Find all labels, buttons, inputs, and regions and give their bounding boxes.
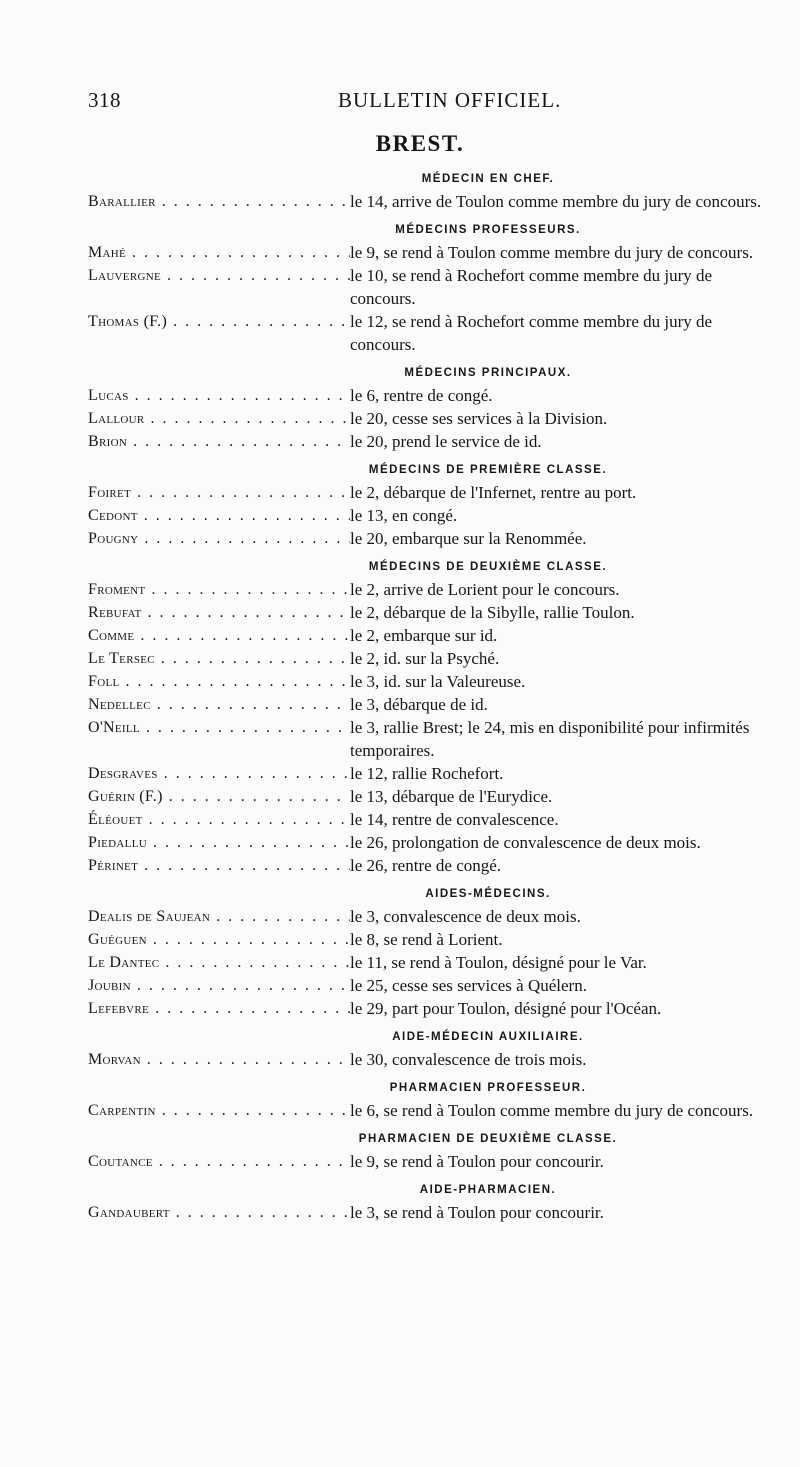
entry-row	[88, 785, 788, 808]
section	[88, 219, 788, 356]
entry-text: le 20, prend le service de id.	[350, 432, 542, 451]
entry-row	[88, 905, 788, 928]
entry-text: le 13, en congé.	[350, 506, 458, 525]
entries-list	[88, 168, 788, 1224]
entry-text: le 29, part pour Toulon, désigné pour l'Océan.	[350, 999, 662, 1018]
section	[88, 168, 788, 213]
person-name: Guéguen . . .	[88, 928, 350, 951]
person-name: Lucas . . .	[88, 384, 350, 407]
entry-text: le 30, convalescence de trois mois.	[350, 1050, 587, 1069]
section	[88, 556, 788, 877]
person-name: Le Dantec . . .	[88, 951, 350, 974]
person-name: Le Tersec . . .	[88, 647, 350, 670]
person-name: Mahé . . .	[88, 241, 350, 264]
person-name: Rebufat . . .	[88, 601, 350, 624]
entry-row	[88, 693, 788, 716]
section-title: MÉDECINS DE DEUXIÈME CLASSE.	[368, 561, 608, 573]
entry-row	[88, 241, 788, 264]
entry-text: le 2, débarque de la Sibylle, rallie Toulon.	[350, 603, 635, 622]
running-title: BULLETIN OFFICIEL.	[338, 88, 562, 112]
section-title: AIDES-MÉDECINS.	[425, 888, 551, 900]
entry-text: le 9, se rend à Toulon comme membre du jury de concours.	[350, 243, 754, 262]
person-name: Lauvergne . . .	[88, 264, 350, 287]
entry-text: le 12, se rend à Rochefort comme membre du jury de concours.	[350, 312, 713, 354]
person-name: Piedallu . . .	[88, 831, 350, 854]
entry-row	[88, 716, 788, 762]
entry-text: le 14, rentre de convalescence.	[350, 810, 559, 829]
person-name: Joubin . . .	[88, 974, 350, 997]
entry-row	[88, 670, 788, 693]
entry-row	[88, 504, 788, 527]
entry-row	[88, 997, 788, 1020]
section-title: MÉDECINS PRINCIPAUX.	[404, 367, 572, 379]
entry-text: le 13, débarque de l'Eurydice.	[350, 787, 553, 806]
person-name: Éléouet . . .	[88, 808, 350, 831]
person-name: Morvan . . .	[88, 1048, 350, 1071]
person-name: Guérin (F.) . . .	[88, 785, 350, 808]
page-header	[88, 88, 768, 118]
entry-text: le 14, arrive de Toulon comme membre du jury de concours.	[350, 192, 762, 211]
entry-row	[88, 974, 788, 997]
entry-row	[88, 384, 788, 407]
section-title: PHARMACIEN PROFESSEUR.	[389, 1082, 587, 1094]
section-title: PHARMACIEN DE DEUXIÈME CLASSE.	[358, 1133, 618, 1145]
entry-text: le 26, prolongation de convalescence de deux mois.	[350, 833, 701, 852]
entry-text: le 20, embarque sur la Renommée.	[350, 529, 587, 548]
entry-row	[88, 190, 788, 213]
entry-row	[88, 1048, 788, 1071]
person-name: Brion . . .	[88, 430, 350, 453]
entry-text: le 3, convalescence de deux mois.	[350, 907, 581, 926]
page-number: 318	[88, 88, 121, 112]
person-name: Froment . . .	[88, 578, 350, 601]
entry-text: le 3, rallie Brest; le 24, mis en disponibilité pour infirmités temporaires.	[350, 718, 750, 760]
section	[88, 459, 788, 550]
section-title: AIDE-MÉDECIN AUXILIAIRE.	[392, 1031, 584, 1043]
section	[88, 1026, 788, 1071]
person-name: Foll . . .	[88, 670, 350, 693]
entry-text: le 2, arrive de Lorient pour le concours.	[350, 580, 620, 599]
entry-row	[88, 407, 788, 430]
person-name: Foiret . . .	[88, 481, 350, 504]
entry-text: le 6, rentre de congé.	[350, 386, 493, 405]
section-title: AIDE-PHARMACIEN.	[419, 1184, 557, 1196]
entry-row	[88, 481, 788, 504]
entry-text: le 11, se rend à Toulon, désigné pour le Var.	[350, 953, 647, 972]
entry-row	[88, 578, 788, 601]
entry-text: le 9, se rend à Toulon pour concourir.	[350, 1152, 604, 1171]
section	[88, 883, 788, 1020]
section-title: MÉDECIN EN CHEF.	[421, 173, 555, 185]
person-name: Périnet . . .	[88, 854, 350, 877]
person-name: O'Neill . . .	[88, 716, 350, 739]
person-name: Pougny . . .	[88, 527, 350, 550]
entry-text: le 25, cesse ses services à Quélern.	[350, 976, 587, 995]
entry-row	[88, 1201, 788, 1224]
entry-row	[88, 601, 788, 624]
entry-text: le 12, rallie Rochefort.	[350, 764, 504, 783]
entry-row	[88, 928, 788, 951]
entry-row	[88, 762, 788, 785]
entry-row	[88, 1099, 788, 1122]
entry-text: le 2, id. sur la Psyché.	[350, 649, 500, 668]
entry-row	[88, 808, 788, 831]
entry-row	[88, 831, 788, 854]
person-name: Desgraves . . .	[88, 762, 350, 785]
person-name: Barallier . . .	[88, 190, 350, 213]
entry-text: le 2, débarque de l'Infernet, rentre au port.	[350, 483, 637, 502]
person-name: Lallour . . .	[88, 407, 350, 430]
entry-text: le 10, se rend à Rochefort comme membre du jury de concours.	[350, 266, 713, 308]
entry-text: le 6, se rend à Toulon comme membre du jury de concours.	[350, 1101, 754, 1120]
section	[88, 362, 788, 453]
entry-row	[88, 647, 788, 670]
entry-text: le 3, se rend à Toulon pour concourir.	[350, 1203, 604, 1222]
entry-row	[88, 951, 788, 974]
entry-text: le 20, cesse ses services à la Division.	[350, 409, 608, 428]
entry-row	[88, 310, 788, 356]
person-name: Lefebvre . . .	[88, 997, 350, 1020]
person-name: Dealis de Saujean . . .	[88, 905, 350, 928]
entry-row	[88, 264, 788, 310]
person-name: Gandaubert . . .	[88, 1201, 350, 1224]
section-title: MÉDECINS PROFESSEURS.	[395, 224, 581, 236]
section	[88, 1128, 788, 1173]
person-name: Coutance . . .	[88, 1150, 350, 1173]
section	[88, 1077, 788, 1122]
entry-row	[88, 1150, 788, 1173]
section-title: MÉDECINS DE PREMIÈRE CLASSE.	[368, 464, 608, 476]
section	[88, 1179, 788, 1224]
city-heading: BREST.	[375, 131, 465, 156]
entry-row	[88, 430, 788, 453]
person-name: Thomas (F.) . . .	[88, 310, 350, 333]
entry-text: le 2, embarque sur id.	[350, 626, 498, 645]
person-name: Carpentin . . .	[88, 1099, 350, 1122]
entry-row	[88, 854, 788, 877]
entry-row	[88, 624, 788, 647]
entry-text: le 3, débarque de id.	[350, 695, 488, 714]
entry-text: le 26, rentre de congé.	[350, 856, 502, 875]
entry-text: le 8, se rend à Lorient.	[350, 930, 503, 949]
person-name: Cedont . . .	[88, 504, 350, 527]
person-name: Comme . . .	[88, 624, 350, 647]
person-name: Nedellec . . .	[88, 693, 350, 716]
entry-text: le 3, id. sur la Valeureuse.	[350, 672, 526, 691]
entry-row	[88, 527, 788, 550]
